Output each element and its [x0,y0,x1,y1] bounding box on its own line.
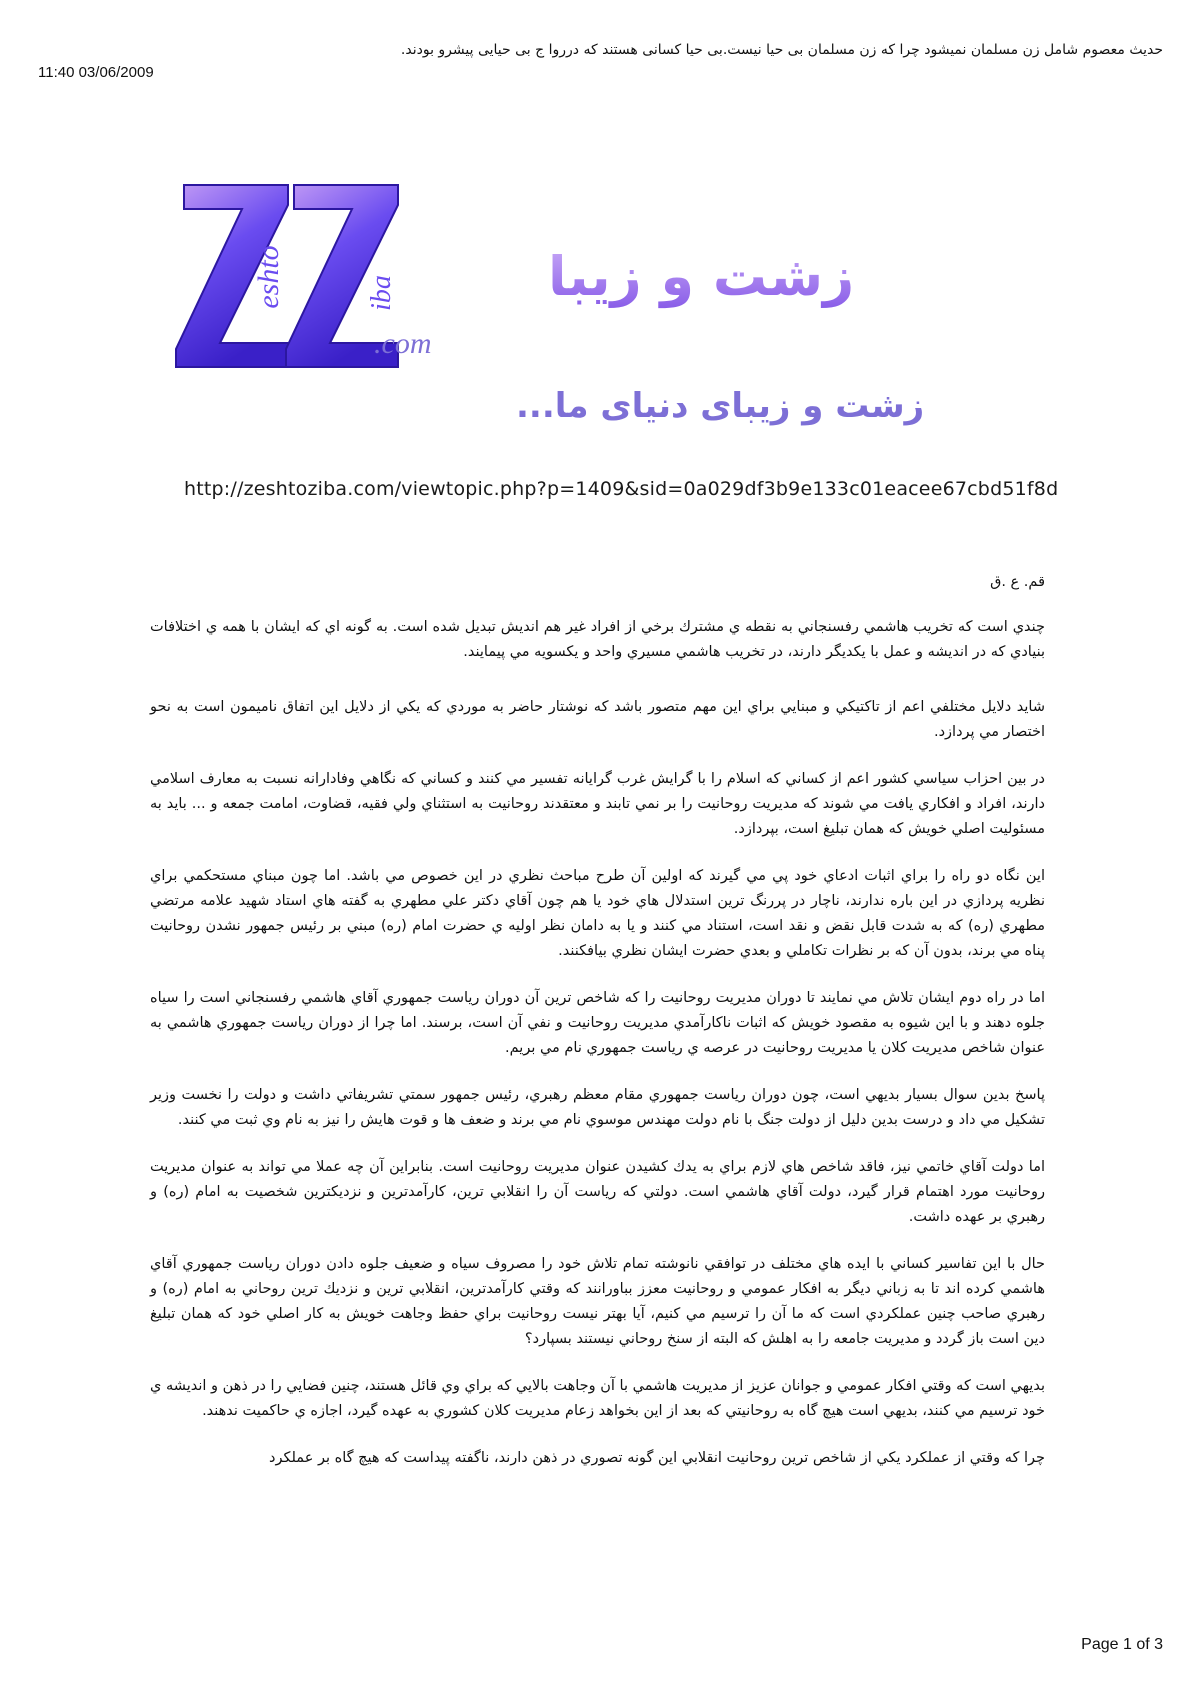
article-paragraph: در بين احزاب سياسي كشور اعم از كساني كه اسلام را با گرايش غرب گرايانه تفسير مي كنند و كساني كه نگاهي وفادارانه نسبت به معارف اسلامي دارند، افراد و افكاري يافت مي شوند كه مديريت روحانيت را بر نمي تابند و معتقدند روحانيت به استثناي ولي فقيه، قضاوت، امامت جمعه و ... بايد به مسئوليت اصلي خويش كه همان تبليغ است، بپردازد. [150,771,1045,837]
article-paragraph: چندي است كه تخريب هاشمي رفسنجاني به نقطه ي مشترك برخي از افراد غير هم انديش تبديل شده است. به گونه اي كه ايشان با همه ي اختلافات بنيادي كه در انديشه و عمل با يكديگر دارند، در تخريب هاشمي مسيري واحد و يكسويه مي پيمايند. [150,619,1045,660]
article-body [150,570,1045,1493]
logo-persian-title: زشت و زیبا [548,245,855,308]
logo-vertical-eshto: eshto [252,245,285,309]
page-number: Page 1 of 3 [1081,1636,1163,1653]
article-paragraph: پاسخ بدين سوال بسيار بديهي است، چون دوران رياست جمهوري مقام معظم رهبري، رئيس جمهور سمتي تشريفاتي داشت و دولت را نخست وزير تشكيل مي داد و درست بدين دليل از دولت جنگ با نام دولت مهندس موسوي نام مي برند و ضعف ها و قوت هايش را نيز به نام وي ثبت مي كنند. [150,1087,1045,1128]
logo-vertical-iba: iba [366,275,397,311]
print-datetime: 11:40 03/06/2009 [38,64,154,81]
article-paragraph: شايد دلايل مختلفي اعم از تاكتيكي و مبنايي براي اين مهم متصور باشد كه نوشتار حاضر به موردي كه يكي از دلايل اين اتفاق ناميمون است به نحو اختصار مي پردازد. [150,699,1045,740]
document-title: حدیث معصوم شامل زن مسلمان نمیشود چرا که زن مسلمان بی حیا نیست.بی حیا کسانی هستند که درروا ج بی حیایی پیشرو بودند. [400,42,1163,58]
article-paragraph: حال با اين تفاسير كساني با ايده هاي مختلف در توافقي نانوشته تمام تلاش خود را مصروف سياه و ضعيف جلوه دادن دوران رياست جمهوري آقاي هاشمي كرده اند تا به زباني ديگر به افكار عمومي و روحانيت معزز بباورانند كه وقتي كارآمدترين، انقلابي ترين و نزديك ترين روحاني به امام (ره) و رهبري صاحب چنين عملكردي است كه ما آن را ترسيم مي كنيم، آيا بهتر نيست روحانيت براي حفظ وجاهت خويش به كار اصلي خود كه همان تبليغ دين است باز گردد و مديريت جامعه را به اهلش كه البته از سنخ روحاني نيستند بسپارد؟ [150,1256,1045,1347]
article-paragraph: چرا كه وقتي از عملكرد يكي از شاخص ترين روحانيت انقلابي اين گونه تصوري در ذهن دارند، ناگفته پيداست كه هيچ گاه بر عملكرد [269,1450,1045,1466]
article-byline: قم. ع .ق [990,574,1045,590]
article-paragraph: اما در راه دوم ايشان تلاش مي نمايند تا دوران مديريت روحانيت را كه شاخص ترين آن دوران رياست جمهوري آقاي هاشمي رفسنجاني است را سياه جلوه دهند و با اين شيوه به مقصود خويش كه اثبات ناكارآمدي مديريت روحانيت و نفي آن است، برسند. اما چرا از دوران رياست جمهوري هاشمي به عنوان شاخص مديريت كلان يا مديريت روحانيت در عرصه ي رياست جمهوري نام مي بريم. [150,990,1045,1056]
site-logo-graphic [176,185,925,450]
article-paragraph: بديهي است كه وقتي افكار عمومي و جوانان عزيز از مديريت هاشمي با آن وجاهت بالايي كه براي وي قائل هستند، چنين فضايي را در ذهن و انديشه ي خود ترسيم مي كنند، بديهي است هيچ گاه به روحانيتي كه بعد از اين بخواهد زعام مديريت كلان كشوري به عهده گيرد، اجازه ي حاكميت ندهند. [150,1378,1045,1419]
article-paragraph: اين نگاه دو راه را براي اثبات ادعاي خود پي مي گيرند كه اولين آن طرح مباحث نظري در اين خصوص مي باشد. اما چون مبناي مستحكمي براي نظريه پردازي در اين باره ندارند، ناچار در پررنگ ترين استدلال هاي خود يا هم چون آقاي دكتر علي مطهري به گفته هاي استاد شهيد علامه مرتضي مطهري (ره) كه به شدت قابل نقض و نقد است، استناد مي كنند و يا به دامان نظر اوليه ي حضرت امام (ره) مبني بر رئيس جمهور نشدن روحانيت پناه مي برند، بدون آن كه بر نظرات تكاملي و بعدي حضرت ايشان نظري بيافكنند. [150,868,1045,959]
logo-domain: .com [374,327,432,360]
logo-slogan: زشت و زیبای دنیای ما... [516,386,925,426]
site-logo [176,185,925,450]
source-url: http://zeshtoziba.com/viewtopic.php?p=1409&sid=0a029df3b9e133c01eacee67cbd51f8d [184,478,1059,500]
article-paragraph: اما دولت آقاي خاتمي نيز، فاقد شاخص هاي لازم براي به يدك كشيدن عنوان مديريت روحانيت است. بنابراين آن چه عملا مي تواند به عنوان مديريت روحانيت مورد اهتمام قرار گيرد، دولت آقاي هاشمي است. دولتي كه رياست آن را انقلابي ترين، كارآمدترين و نزديكترين شخصيت به امام (ره) و رهبري بر عهده داشت. [150,1159,1045,1225]
